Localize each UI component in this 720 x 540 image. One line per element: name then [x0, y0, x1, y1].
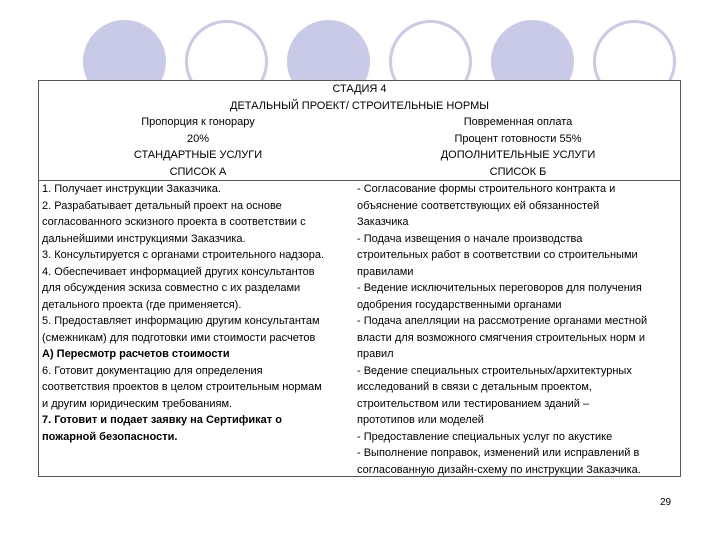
additional-service-line: - Предоставление специальных услуг по акустике: [357, 430, 613, 443]
additional-service-line: правилами: [357, 265, 414, 278]
additional-service-line: одобрения государственными органами: [357, 298, 562, 311]
left-header: [39, 114, 357, 180]
services-title-right: ДОПОЛНИТЕЛЬНЫЕ УСЛУГИ: [440, 149, 596, 161]
additional-service-line: Заказчика: [357, 216, 409, 228]
additional-service-line: объяснение соответствующих ей обязанностей: [357, 199, 600, 212]
fee-label-left: Пропорция к гонорару: [141, 116, 255, 128]
standard-service-line: дальнейшими инструкциями Заказчика.: [42, 232, 246, 245]
fee-value-left: 20%: [186, 132, 210, 145]
standard-service-line: А) Пересмотр расчетов стоимости: [42, 348, 230, 360]
standard-service-line: 6. Готовит документацию для определения: [42, 364, 263, 377]
fee-value-right: Процент готовности 55%: [454, 132, 582, 145]
additional-service-line: - Подача апелляции на рассмотрение органами местной: [357, 315, 648, 327]
standard-service-line: 5. Предоставляет информацию другим консультантам: [42, 315, 320, 327]
standard-services-list: [42, 181, 360, 445]
additional-service-line: - Ведение исключительных переговоров для получения: [357, 282, 642, 294]
standard-service-line: соответствия проектов в целом строительным нормам: [42, 381, 322, 393]
standard-service-line: детального проекта (где применяется).: [42, 298, 242, 311]
additional-service-line: - Ведение специальных строительных/архитектурных: [357, 364, 632, 377]
services-title-left: СТАНДАРТНЫЕ УСЛУГИ: [133, 149, 263, 161]
right-header: [357, 114, 679, 180]
additional-service-line: строительством или тестированием зданий –: [357, 397, 590, 410]
list-title-left: СПИСОК А: [169, 165, 227, 178]
standard-service-line: 7. Готовит и подает заявку на Сертификат о: [42, 414, 282, 426]
table-header: [39, 81, 680, 180]
list-title-right: СПИСОК Б: [489, 165, 547, 178]
additional-service-line: - Согласование формы строительного контракта и: [357, 183, 616, 195]
additional-service-line: власти для возможного смягчения строительных норм и: [357, 331, 645, 344]
standard-service-line: и другим юридическим требованиям.: [42, 397, 233, 410]
standard-service-line: 1. Получает инструкции Заказчика.: [42, 183, 221, 195]
stage-label: СТАДИЯ 4: [332, 83, 387, 95]
standard-service-line: 3. Консультируется с органами строительного надзора.: [42, 249, 325, 261]
additional-service-line: - Подача извещения о начале производства: [357, 232, 583, 245]
stage-table: [38, 80, 681, 477]
additional-service-line: - Выполнение поправок, изменений или исправлений в: [357, 447, 640, 459]
standard-service-line: пожарной безопасности.: [42, 430, 178, 443]
additional-services-list: [357, 181, 679, 478]
additional-service-line: согласованную дизайн-схему по инструкции Заказчика.: [357, 463, 641, 476]
fee-label-right: Повременная оплата: [463, 116, 573, 128]
standard-service-line: 4. Обеспечивает информацией других консультантов: [42, 265, 315, 278]
standard-service-line: согласованного эскизного проекта в соответствии с: [42, 216, 306, 228]
additional-service-line: правил: [357, 348, 394, 360]
additional-service-line: исследований в связи с детальным проектом,: [357, 381, 592, 393]
page-number: 29: [660, 497, 672, 508]
additional-service-line: прототипов или моделей: [357, 414, 484, 426]
standard-service-line: 2. Разрабатывает детальный проект на основе: [42, 199, 282, 212]
standard-service-line: для обсуждения эскиза совместно с их разделами: [42, 282, 301, 294]
additional-service-line: строительных работ в соответствии со строительными: [357, 249, 638, 261]
stage-title: ДЕТАЛЬНЫЙ ПРОЕКТ/ СТРОИТЕЛЬНЫЕ НОРМЫ: [230, 99, 489, 112]
standard-service-line: (смежникам) для подготовки ими стоимости расчетов: [42, 331, 316, 344]
